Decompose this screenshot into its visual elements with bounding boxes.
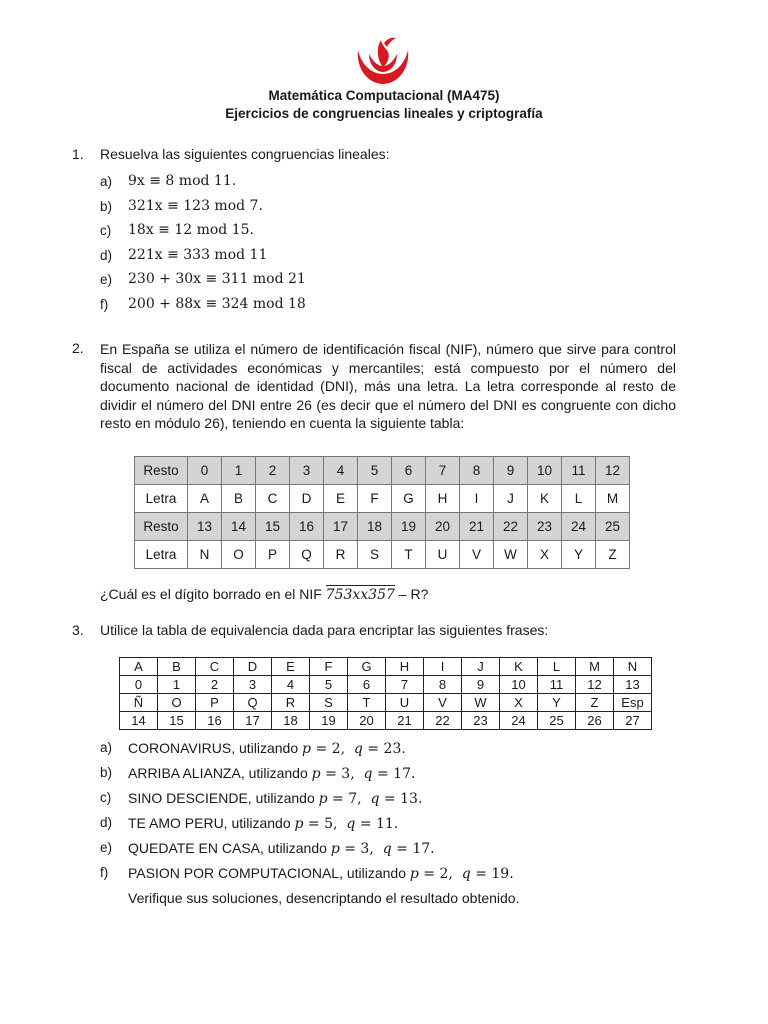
table-cell: 16 [290,513,324,541]
question-3-number: 3. [72,622,84,638]
table-cell: L [562,485,596,513]
q3-item-a-p: 2 [331,741,341,757]
equivalence-table [119,657,652,730]
table-cell: 21 [460,513,494,541]
nif-question-suffix: – R? [398,586,429,602]
q3-item-f-label: f) [100,865,109,880]
table-cell: V [460,541,494,569]
table-cell: W [462,694,500,712]
table-cell: 9 [494,457,528,485]
table-cell: 23 [462,712,500,730]
table-cell: H [426,485,460,513]
table-cell: 14 [222,513,256,541]
q3-item-b-text: ARRIBA ALIANZA, utilizando [128,765,308,781]
table-cell: 10 [528,457,562,485]
table-row [120,658,652,676]
table-cell: 22 [494,513,528,541]
table-cell: U [426,541,460,569]
table-cell: 18 [358,513,392,541]
q3-item-f-p: 2 [439,866,449,882]
table-row [120,676,652,694]
q3-item-c-text: SINO DESCIENDE, utilizando [128,790,315,806]
q1-item-d-expr: 221x ≡ 333 mod 11 [128,247,268,263]
table-cell: Resto [135,513,188,541]
table-cell: G [392,485,426,513]
table-cell: P [256,541,290,569]
q1-item-b-expr: 321x ≡ 123 mod 7. [128,198,263,214]
q3-item-d-p: 5 [324,816,334,832]
table-cell: 4 [324,457,358,485]
q3-item-a: CORONAVIRUS, utilizando p = 2, q = 23. [128,740,406,757]
q3-item-c-label: c) [100,790,112,805]
table-cell: 3 [234,676,272,694]
table-cell: 22 [424,712,462,730]
table-cell: O [158,694,196,712]
table-cell: 10 [500,676,538,694]
q3-item-a-text: CORONAVIRUS, utilizando [128,740,299,756]
table-cell: Y [562,541,596,569]
table-cell: 21 [386,712,424,730]
table-cell: 8 [424,676,462,694]
table-row [135,541,630,569]
table-cell: 7 [426,457,460,485]
table-cell: 7 [386,676,424,694]
q3-item-e-label: e) [100,840,113,855]
table-cell: J [462,658,500,676]
table-cell: 0 [188,457,222,485]
table-cell: 25 [538,712,576,730]
table-cell: I [424,658,462,676]
table-cell: 1 [158,676,196,694]
q1-item-e-expr: 230 + 30x ≡ 311 mod 21 [128,271,306,287]
table-cell: 17 [234,712,272,730]
table-cell: Q [290,541,324,569]
q3-item-d-text: TE AMO PERU, utilizando [128,815,291,831]
table-row [135,485,630,513]
table-cell: V [424,694,462,712]
q1-item-e-label: e) [100,272,113,287]
table-cell: 24 [500,712,538,730]
q3-item-c-p: 7 [348,791,358,807]
q3-item-d-q: 11 [376,816,394,832]
table-cell: X [528,541,562,569]
table-cell: D [234,658,272,676]
q3-item-e-text: QUEDATE EN CASA, utilizando [128,840,327,856]
table-cell: G [348,658,386,676]
q3-item-f-q: 19 [491,866,510,882]
table-cell: P [196,694,234,712]
table-cell: T [348,694,386,712]
table-cell: 12 [576,676,614,694]
table-cell: H [386,658,424,676]
table-cell: J [494,485,528,513]
table-cell: 13 [188,513,222,541]
table-cell: Y [538,694,576,712]
table-cell: 9 [462,676,500,694]
question-1-text: Resuelva las siguientes congruencias lineales: [100,146,390,162]
table-cell: 16 [196,712,234,730]
table-cell: Z [576,694,614,712]
q3-item-a-label: a) [100,740,113,755]
table-cell: 5 [310,676,348,694]
q3-item-d: TE AMO PERU, utilizando p = 5, q = 11. [128,815,399,832]
question-3-text: Utilice la tabla de equivalencia dada para encriptar las siguientes frases: [100,622,549,638]
table-cell: 27 [614,712,652,730]
nif-letter-table [134,456,630,569]
question-2-text: En España se utiliza el número de identificación fiscal (NIF), número que sirve para control fiscal de actividades económicas y mercantiles; está compuesto por el número del documento nacional de identidad (DNI), más una letra. La letra corresponde al resto de dividir el número del DNI entre 26 (es decir que el número del DNI es congruente con dicho resto en módulo 26), teniendo en cuenta la siguiente tabla: [100,341,676,431]
table-cell: N [614,658,652,676]
table-cell: U [386,694,424,712]
table-cell: O [222,541,256,569]
university-logo-icon [355,34,411,86]
page-subtitle: Ejercicios de congruencias lineales y criptografía [225,106,543,121]
question-1-number: 1. [72,146,84,162]
table-cell: 3 [290,457,324,485]
table-cell: E [272,658,310,676]
table-cell: X [500,694,538,712]
table-cell: 14 [120,712,158,730]
table-cell: 18 [272,712,310,730]
table-cell: Z [596,541,630,569]
q3-item-b-q: 17 [393,766,411,782]
table-cell: Ñ [120,694,158,712]
table-cell: 11 [538,676,576,694]
table-row [120,712,652,730]
table-cell: 4 [272,676,310,694]
page-title: Matemática Computacional (MA475) [268,88,500,103]
q3-item-d-label: d) [100,815,113,830]
table-cell: W [494,541,528,569]
q1-item-f-expr: 200 + 88x ≡ 324 mod 18 [128,296,306,312]
table-cell: B [158,658,196,676]
table-cell: Letra [135,485,188,513]
table-cell: 13 [614,676,652,694]
table-cell: E [324,485,358,513]
table-cell: S [358,541,392,569]
table-cell: 6 [348,676,386,694]
table-cell: 26 [576,712,614,730]
q3-item-a-q: 23 [383,741,402,757]
table-cell: 6 [392,457,426,485]
table-cell: M [576,658,614,676]
table-cell: 25 [596,513,630,541]
table-cell: Resto [135,457,188,485]
table-cell: L [538,658,576,676]
table-cell: 19 [310,712,348,730]
q3-item-f: PASION POR COMPUTACIONAL, utilizando p = 2, q = 19. [128,865,514,882]
q1-item-c-expr: 18x ≡ 12 mod 15. [128,222,254,238]
q3-closing-text: Verifique sus soluciones, desencriptando el resultado obtenido. [128,890,520,906]
table-row [135,457,630,485]
table-cell: Esp [614,694,652,712]
table-cell: 15 [256,513,290,541]
table-cell: 20 [426,513,460,541]
table-cell: A [188,485,222,513]
table-cell: R [324,541,358,569]
q1-item-a-label: a) [100,174,113,189]
table-cell: 0 [120,676,158,694]
table-cell: Letra [135,541,188,569]
table-row [120,694,652,712]
q1-item-d-label: d) [100,248,113,263]
table-cell: 8 [460,457,494,485]
table-cell: A [120,658,158,676]
q1-item-a-expr: 9x ≡ 8 mod 11. [128,173,237,189]
table-cell: 1 [222,457,256,485]
table-cell: C [196,658,234,676]
q3-item-b-p: 3 [341,766,351,782]
q3-item-e-q: 17 [412,841,431,857]
table-cell: 23 [528,513,562,541]
table-cell: F [310,658,348,676]
q1-item-c-label: c) [100,223,112,238]
table-cell: K [528,485,562,513]
q3-item-e-p: 3 [360,841,370,857]
question-2-number: 2. [72,340,84,356]
q3-item-b: ARRIBA ALIANZA, utilizando p = 3, q = 17. [128,765,416,782]
table-cell: R [272,694,310,712]
nif-value: 753xx357 [325,587,395,603]
q3-item-e: QUEDATE EN CASA, utilizando p = 3, q = 17. [128,840,435,857]
table-cell: 5 [358,457,392,485]
table-cell: 17 [324,513,358,541]
table-cell: 15 [158,712,196,730]
table-cell: S [310,694,348,712]
table-cell: N [188,541,222,569]
table-cell: 24 [562,513,596,541]
table-cell: 20 [348,712,386,730]
table-cell: 2 [256,457,290,485]
table-cell: Q [234,694,272,712]
q1-item-b-label: b) [100,199,113,214]
nif-question [100,586,428,603]
table-cell: 2 [196,676,234,694]
table-row [135,513,630,541]
table-cell: B [222,485,256,513]
q3-item-b-label: b) [100,765,113,780]
table-cell: T [392,541,426,569]
q3-item-c-q: 13 [400,791,418,807]
nif-question-prefix: ¿Cuál es el dígito borrado en el NIF [100,586,322,602]
q3-item-c: SINO DESCIENDE, utilizando p = 7, q = 13. [128,790,423,807]
table-cell: I [460,485,494,513]
table-cell: M [596,485,630,513]
q3-item-f-text: PASION POR COMPUTACIONAL, utilizando [128,865,406,881]
table-cell: D [290,485,324,513]
q1-item-f-label: f) [100,297,109,312]
table-cell: 12 [596,457,630,485]
table-cell: 11 [562,457,596,485]
table-cell: F [358,485,392,513]
table-cell: 19 [392,513,426,541]
table-cell: C [256,485,290,513]
table-cell: K [500,658,538,676]
